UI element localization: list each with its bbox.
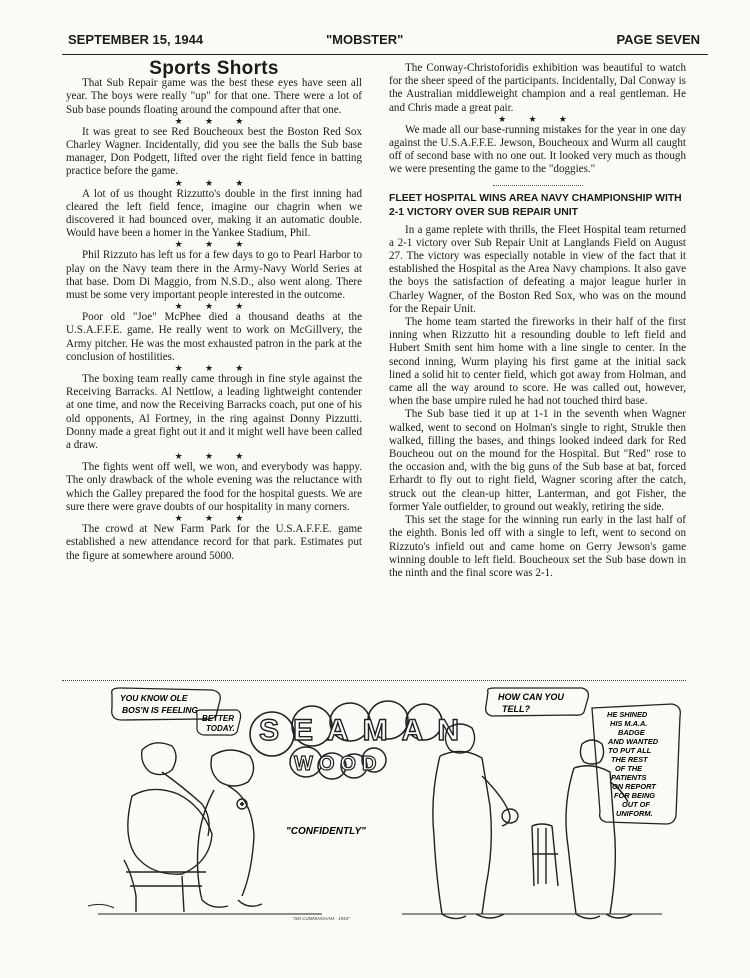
star-divider: ★ ★ ★ <box>174 301 254 312</box>
paragraph: This set the stage for the winning run early in the last half of the eighth. Bonis led off with a single to left, went to second on Rizzuto's infield out and came home on Gerry Jewson's game winning double to left field. Boucheoux set the Sub base down in the ninth and the final score was 2-1. <box>389 514 686 579</box>
far-right-line-7: OF THE <box>615 764 643 773</box>
far-right-line-8: PATIENTS <box>611 773 647 782</box>
divider-squiggle <box>493 179 583 186</box>
star-divider: ★ ★ ★ <box>174 239 254 250</box>
page-header <box>68 32 710 54</box>
far-right-line-2: HIS M.A.A. <box>610 719 648 728</box>
paragraph: The Conway-Christoforidis exhibition was beautiful to watch for the sheer speed of the participants. Incidentally, Dal Conway is the Australian middleweight champion and a real gentleman. He and Chris made a great pair. <box>389 62 686 114</box>
bubble-small-line-1: BETTER <box>202 714 234 723</box>
cartoon-caption: "CONFIDENTLY" <box>286 826 366 837</box>
star-divider: ★ ★ ★ <box>174 451 254 462</box>
left-column <box>66 58 362 563</box>
star-divider: ★ ★ ★ <box>174 363 254 374</box>
section-title: Sports Shorts <box>149 58 279 79</box>
paragraph: The boxing team really came through in fine style against the Receiving Barracks. Al Nettlow, a leading lightweight contender at one time, and now the Receiving Barracks coach, put one of his old opponents, Al Fortney, in the ring against Donny Pizzutti. Donny made a great fight out it and it might well have been called a draw. <box>66 373 362 452</box>
paragraph: That Sub Repair game was the best these eyes have seen all year. The boys were really "up" for that one. There were a lot of Sub base pounds floating around the compound after that one. <box>66 77 362 116</box>
star-divider: ★ ★ ★ <box>498 113 577 124</box>
paragraph: The home team started the fireworks in their half of the first inning when Rizzutto hit a resounding double to left field and Hubert Smith sent him home with a line single to center. In the second inning, Wurm playing his first game at the initial sack lined a solid hit to center field, which got away from Holman, and came all the way around to score. He was called out, however, when the base umpire ruled he had not touched third base. <box>389 316 686 408</box>
speech-bubble-right <box>486 688 589 716</box>
article-headline: FLEET HOSPITAL WINS AREA NAVY CHAMPIONSHIP WITH 2-1 VICTORY OVER SUB REPAIR UNIT <box>389 192 682 218</box>
paragraph: Phil Rizzuto has left us for a few days to go to Pearl Harbor to play on the Navy team there in the Army-Navy World Series at that base. Dom Di Maggio, from N.S.D., also went along. There must be some very important people interested in the outcome. <box>66 249 362 302</box>
far-right-line-12: UNIFORM. <box>616 809 653 818</box>
far-right-line-1: HE SHINED <box>607 710 648 719</box>
header-rule <box>62 54 708 55</box>
bubble-small-line-2: TODAY. <box>206 724 235 733</box>
paragraph: The crowd at New Farm Park for the U.S.A.F.F.E. game established a new attendance record for that park. Estimates put the figure at somewhere around 5000. <box>66 523 362 562</box>
paragraph: A lot of us thought Rizzutto's double in the first inning had cleared the left field fence, imagine our chagrin when we discovered it had bounced over, making it an automatic double. Would have been a homer in the Yankee Stadium, Phil. <box>66 187 362 240</box>
far-right-line-4: AND WANTED <box>608 737 659 746</box>
paragraph: We made all our base-running mistakes for the year in one day against the U.S.A.F.F.E. Jewson, Boucheoux and Wurm all caught off of second base with no one out. It looked very much as though we were presenting the game to the "doggies." <box>389 123 686 176</box>
far-right-line-10: FOR BEING <box>614 791 656 800</box>
seaman-banner <box>250 701 473 756</box>
bubble-right-line-2: TELL? <box>502 704 530 714</box>
paragraph: Poor old "Joe" McPhee died a thousand deaths at the U.S.A.F.F.E. game. He really went to work on McGillvery, the Army pitcher. He was the most exhausted patron in the park at the conclusion of hostilities. <box>66 311 362 363</box>
far-right-line-5: TO PUT ALL <box>608 746 652 755</box>
paragraph: The fights went off well, we won, and everybody was happy. The only drawback of the whole evening was the reluctance with which the Galley prepared the food for the hospital guests. We are sure there were grave doubts of our hospitality in many corners. <box>66 461 362 513</box>
paragraph: It was great to see Red Boucheoux best the Boston Red Sox Charley Wagner. Incidentally, did you see the balls the Sub base manager, Don Podgett, lifted over the right field fence in batting practice before the game. <box>66 125 362 178</box>
bubble-left-line-1: YOU KNOW OLE <box>120 693 188 703</box>
far-right-line-6: THE REST <box>611 755 648 764</box>
star-divider: ★ ★ ★ <box>174 115 254 126</box>
publication-name: "MOBSTER" <box>326 32 404 47</box>
wood-banner <box>290 747 386 779</box>
bubble-right-line-1: HOW CAN YOU <box>498 692 564 702</box>
speech-bubble-far-right <box>592 704 680 824</box>
speech-bubble-small <box>196 710 240 735</box>
seaman-wood-cartoon <box>62 686 686 926</box>
far-right-line-11: OUT OF <box>622 800 650 809</box>
bubble-left-line-2: BOS'N IS FEELING <box>122 705 199 715</box>
banner-word-2: WOOD <box>294 753 383 775</box>
cartoon-top-border <box>62 680 686 681</box>
page-number: PAGE SEVEN <box>616 32 700 47</box>
banner-word-1: SEAMAN <box>259 714 474 747</box>
paragraph: In a game replete with thrills, the Fleet Hospital team returned a 2-1 victory over Sub Repair Unit at Langlands Field on August 27. The victory was especially notable in view of the fact that it established the Hospital as the Area Navy champions. It also gave the boys the satisfaction of defeating a major league hurler in Charley Wagner, of the Boston Red Sox, who was on the mound for the Repair Unit. <box>389 223 686 315</box>
paragraph: The Sub base tied it up at 1-1 in the seventh when Wagner walked, went to second on Holman's single to right, Strukle then walked, filling the bases, and things looked indeed dark for Red Boucheou out on the mound for the Hospital. But "Red" rose to the occasion and, with the big guns of the Sub base at bat, forced Erhardt to fly out to right field, Wagner scoring after the catch, struck out the clean-up hitter, Lanterman, and got Fisher, the former Yale outfielder, to ground out weakly, retiring the side. <box>389 408 686 513</box>
artist-signature: "JIM CUMMINGHAM - 1944" <box>292 916 350 921</box>
far-right-line-3: BADGE <box>618 728 645 737</box>
far-right-line-9: ON REPORT <box>612 782 656 791</box>
issue-date: SEPTEMBER 15, 1944 <box>68 32 204 47</box>
right-column <box>389 62 686 580</box>
star-divider: ★ ★ ★ <box>174 513 254 524</box>
star-divider: ★ ★ ★ <box>174 177 254 188</box>
